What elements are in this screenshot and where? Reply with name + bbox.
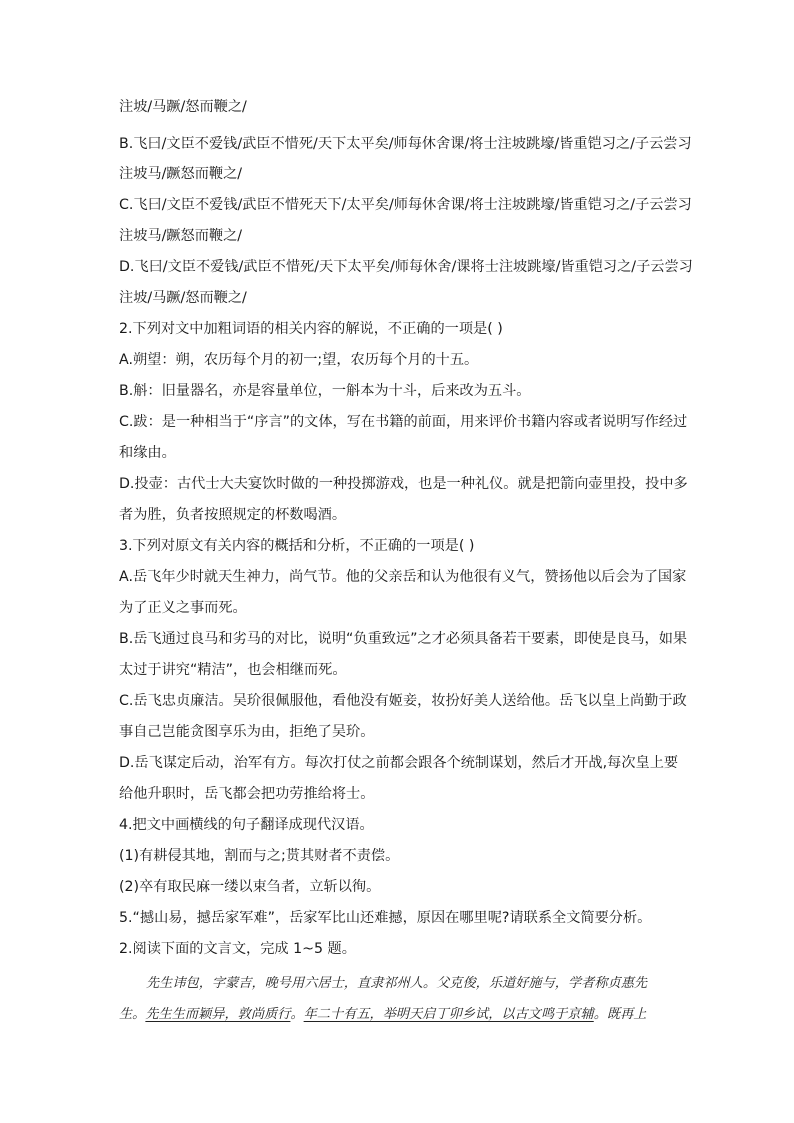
text-line: 者为胜，负者按照规定的杯数喝酒。 [119, 507, 347, 523]
passage-text: 生。 [119, 1007, 146, 1022]
question-2: 2.下列对文中加粗词语的相关内容的解说，不正确的一项是( ) [119, 321, 503, 337]
section-heading: 2.阅读下面的文言文，完成 1~5 题。 [119, 941, 356, 957]
text-line: 为了正义之事而死。 [119, 600, 247, 616]
underlined-sentence: 年二十有五，举明天启丁卯乡试，以古文鸣于京辅 [303, 1007, 594, 1022]
sub-question-1: (1)有耕侵其地，割而与之;贳其财者不责偿。 [119, 848, 400, 864]
text-line: 注坡马/蹶怒而鞭之/ [119, 228, 243, 244]
text-line: 给他升职时，岳飞都会把功劳推给将士。 [119, 786, 375, 802]
option-a-line: A.朔望：朔，农历每个月的初一;望，农历每个月的十五。 [119, 352, 479, 368]
passage-text: 。既再上 [593, 1007, 647, 1022]
text-line: 注坡/马蹶/怒而鞭之/ [119, 99, 247, 115]
text-line: 注坡/马蹶/怒而鞭之/ [119, 290, 247, 306]
option-d-line: D.投壶：古代士大夫宴饮时做的一种投掷游戏，也是一种礼仪。就是把箭向壶里投，投中多 [119, 476, 688, 492]
sub-question-2: (2)卒有取民麻一缕以束刍者，立斩以徇。 [119, 879, 381, 895]
option-c-line: C.跋：是一种相当于“序言”的文体，写在书籍的前面，用来评价书籍内容或者说明写作经过 [119, 414, 688, 430]
text-line: 事自己岂能贪图享乐为由，拒绝了吴玠。 [119, 724, 375, 740]
passage-line [119, 1005, 679, 1025]
option-b-line: B.斛：旧量器名，亦是容量单位，一斛本为十斗，后来改为五斗。 [119, 383, 531, 399]
question-3: 3.下列对原文有关内容的概括和分析，不正确的一项是( ) [119, 538, 475, 554]
text-line: 太过于讲究“精洁”，也会相继而死。 [119, 662, 347, 678]
option-d-line: D.岳飞谋定后动，治军有方。每次打仗之前都会跟各个统制谋划，然后才开战,每次皇上要 [119, 755, 679, 771]
question-4: 4.把文中画横线的句子翻译成现代汉语。 [119, 817, 374, 833]
passage-text: 。 [290, 1007, 304, 1022]
underlined-sentence: 先生生而颖异，敦尚质行 [145, 1007, 291, 1022]
option-d-line: D.飞曰/文臣不爱钱/武臣不惜死/天下太平矣/师每休舍/课将士注坡跳壕/皆重铠习之/子云尝习 [119, 259, 693, 275]
option-c-line: C.飞曰/文臣不爱钱/武臣不惜死天下/太平矣/师每休舍课/将士注坡跳壕/皆重铠习之/子云尝习 [119, 197, 692, 213]
option-a-line: A.岳飞年少时就天生神力，尚气节。他的父亲岳和认为他很有义气，赞扬他以后会为了国家 [119, 569, 687, 585]
text-line: 注坡马/蹶怒而鞭之/ [119, 166, 243, 182]
option-b-line: B.飞曰/文臣不爱钱/武臣不惜死/天下太平矣/师每休舍课/将士注坡跳壕/皆重铠习之/子云尝习 [119, 136, 692, 152]
text-line: 和缘由。 [119, 445, 176, 461]
passage-line: 先生讳包，字蒙吉，晚号用六居士，直隶祁州人。父克俊，乐道好施与，学者称贞惠先 [146, 976, 648, 991]
question-5: 5.“撼山易，撼岳家军难”，岳家军比山还难撼，原因在哪里呢?请联系全文简要分析。 [119, 910, 652, 926]
option-c-line: C.岳飞忠贞廉洁。吴玠很佩服他，看他没有姬妾，妆扮好美人送给他。岳飞以皇上尚勤于政 [119, 693, 687, 709]
option-b-line: B.岳飞通过良马和劣马的对比，说明“负重致远”之才必须具备若干要素，即使是良马，如果 [119, 631, 688, 647]
